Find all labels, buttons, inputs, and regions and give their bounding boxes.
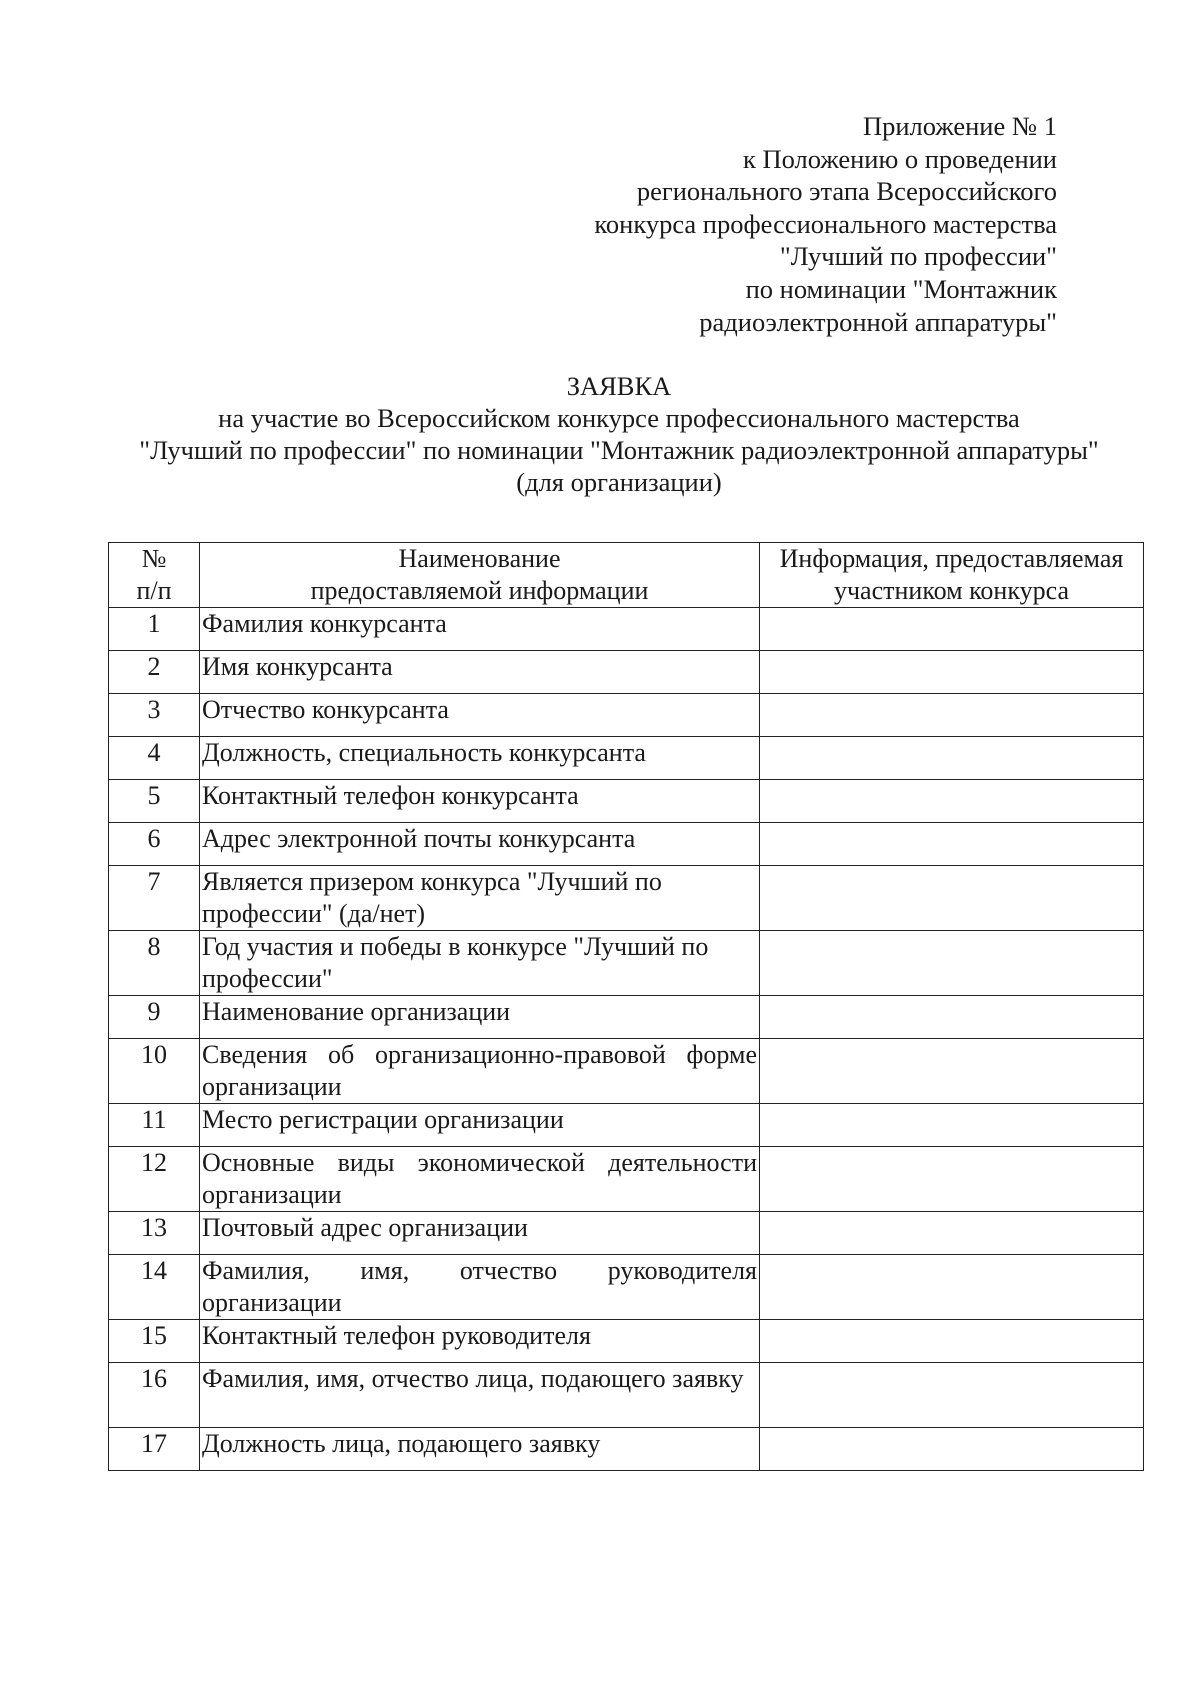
row-value-cell[interactable] [760,1147,1144,1212]
row-number: 9 [109,996,200,1039]
row-label: Сведения об организационно-правовой форме организации [200,1039,760,1104]
appendix-line: регионального этапа Всероссийского [636,176,1057,207]
appendix-block [457,110,1057,338]
row-label: Имя конкурсанта [200,651,760,694]
row-label: Фамилия конкурсанта [200,608,760,651]
row-number: 13 [109,1212,200,1255]
row-number: 4 [109,737,200,780]
table-row [109,737,1144,780]
table-row [109,1363,1144,1428]
header-name-line: предоставляемой информации [310,576,649,605]
row-label: Основные виды экономической деятельности организации [200,1147,760,1212]
header-number-line: п/п [136,576,172,605]
row-label: Должность, специальность конкурсанта [200,737,760,780]
row-label: Фамилия, имя, отчество лица, подающего заявку [200,1363,760,1428]
row-number: 10 [109,1039,200,1104]
row-label: Контактный телефон конкурсанта [200,780,760,823]
row-number: 7 [109,866,200,931]
header-info [760,543,1144,608]
header-number [109,543,200,608]
heading-line: на участие во Всероссийском конкурсе профессионального мастерства [218,403,1020,433]
appendix-line: Приложение № 1 [862,111,1057,141]
row-value-cell[interactable] [760,931,1144,996]
row-number: 3 [109,694,200,737]
appendix-line: к Положению о проведении [743,143,1057,174]
row-value-cell[interactable] [760,866,1144,931]
header-info-line: участником конкурса [833,576,1069,605]
row-value-cell[interactable] [760,694,1144,737]
row-number: 12 [109,1147,200,1212]
row-number: 6 [109,823,200,866]
row-number: 8 [109,931,200,996]
appendix-line: конкурса профессионального мастерства [594,208,1057,239]
table-row [109,1428,1144,1471]
table-row [109,1147,1144,1212]
header-info-line: Информация, предоставляемая [779,544,1124,573]
row-value-cell[interactable] [760,1104,1144,1147]
row-number: 16 [109,1363,200,1428]
table-row [109,823,1144,866]
row-label: Должность лица, подающего заявку [200,1428,760,1471]
row-value-cell[interactable] [760,996,1144,1039]
row-value-cell[interactable] [760,737,1144,780]
heading-line: (для организации) [516,467,722,497]
row-value-cell[interactable] [760,823,1144,866]
document-title: ЗАЯВКА [566,371,672,401]
heading-line: "Лучший по профессии" по номинации "Монтажник радиоэлектронной аппаратуры" [139,435,1099,465]
table-row [109,931,1144,996]
row-value-cell[interactable] [760,1255,1144,1320]
row-label: Фамилия, имя, отчество руководителя организации [200,1255,760,1320]
row-value-cell[interactable] [760,1428,1144,1471]
row-value-cell[interactable] [760,1320,1144,1363]
appendix-line: радиоэлектронной аппаратуры" [699,306,1057,337]
document-heading [60,370,1178,498]
table-row [109,996,1144,1039]
row-value-cell[interactable] [760,1039,1144,1104]
header-name [200,543,760,608]
table-row [109,608,1144,651]
application-table [108,542,1144,1471]
row-number: 11 [109,1104,200,1147]
table-header-row [109,543,1144,608]
row-number: 5 [109,780,200,823]
row-number: 14 [109,1255,200,1320]
row-value-cell[interactable] [760,651,1144,694]
row-label: Год участия и победы в конкурсе "Лучший по профессии" [200,931,760,996]
table-row [109,694,1144,737]
table-row [109,1212,1144,1255]
row-label: Место регистрации организации [200,1104,760,1147]
row-value-cell[interactable] [760,608,1144,651]
row-number: 1 [109,608,200,651]
header-name-line: Наименование [398,544,561,573]
table-row [109,866,1144,931]
table-row [109,1320,1144,1363]
row-label: Почтовый адрес организации [200,1212,760,1255]
table-row [109,651,1144,694]
row-value-cell[interactable] [760,1363,1144,1428]
row-value-cell[interactable] [760,780,1144,823]
appendix-line: "Лучший по профессии" [779,241,1057,272]
table-row [109,780,1144,823]
row-label: Контактный телефон руководителя [200,1320,760,1363]
row-number: 15 [109,1320,200,1363]
row-value-cell[interactable] [760,1212,1144,1255]
row-label: Адрес электронной почты конкурсанта [200,823,760,866]
table-row [109,1039,1144,1104]
row-number: 17 [109,1428,200,1471]
row-number: 2 [109,651,200,694]
row-label: Отчество конкурсанта [200,694,760,737]
table-row [109,1255,1144,1320]
header-number-line: № [141,544,167,573]
appendix-line: по номинации "Монтажник [745,273,1057,304]
row-label: Наименование организации [200,996,760,1039]
row-label: Является призером конкурса "Лучший по профессии" (да/нет) [200,866,760,931]
table-row [109,1104,1144,1147]
